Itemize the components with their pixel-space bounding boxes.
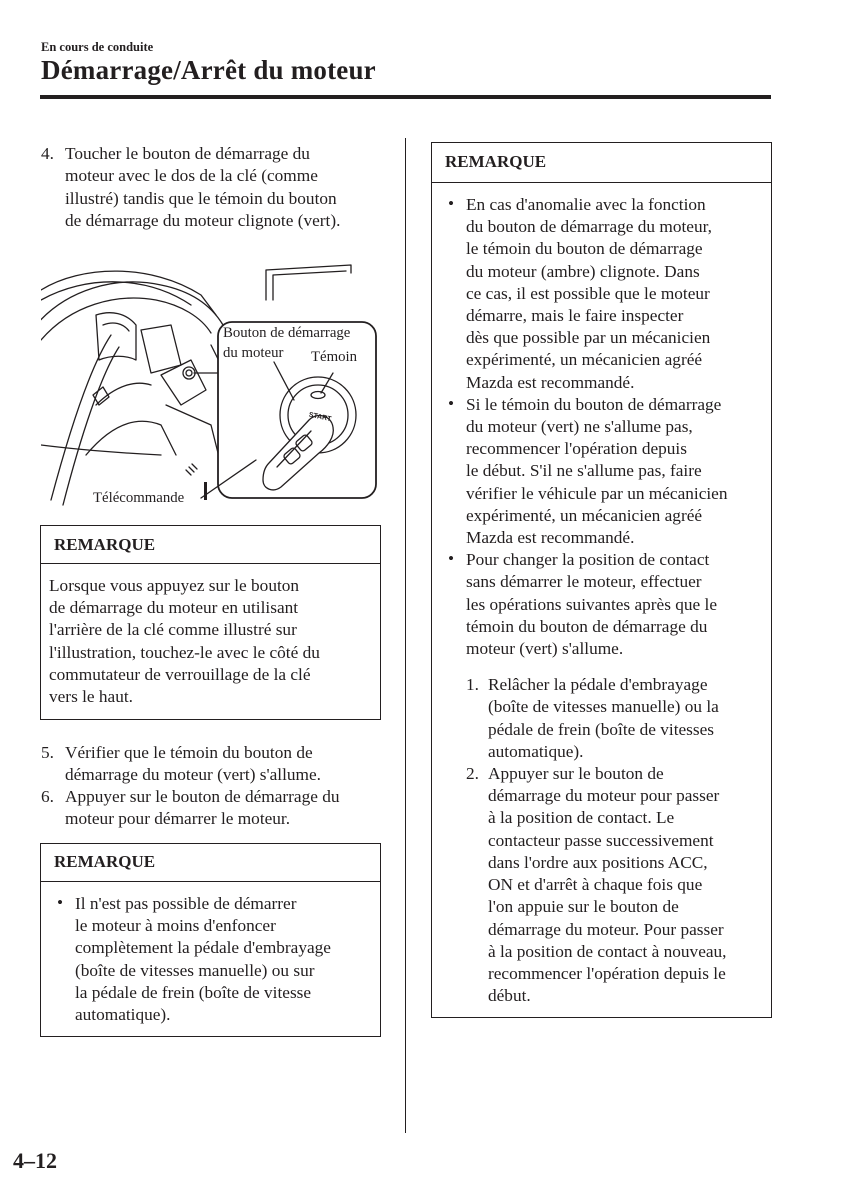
text-line: recommencer l'opération depuis: [466, 439, 687, 459]
section-label: En cours de conduite: [41, 40, 154, 54]
text-line: Relâcher la pédale d'embrayage: [488, 675, 708, 695]
text-line: ON et d'arrêt à chaque fois que: [488, 875, 703, 895]
text-line: vers le haut.: [49, 687, 133, 707]
text-line: le moteur à moins d'enfoncer: [75, 916, 276, 936]
text-line: Lorsque vous appuyez sur le bouton: [49, 576, 300, 595]
text-line: dès que possible par un mécanicien: [466, 328, 711, 348]
label-line: Bouton de démarrage: [223, 325, 351, 341]
step-5: [41, 742, 391, 787]
dashboard-drawing: [41, 255, 381, 515]
note-body: [57, 893, 377, 1026]
text-line: moteur avec le dos de la clé (comme: [65, 166, 318, 186]
spacer: [448, 660, 768, 674]
text-line: vérifier le véhicule par un mécanicien: [466, 483, 728, 503]
note-header: [41, 526, 380, 564]
text-line: automatique).: [75, 1005, 171, 1025]
text-line: Il n'est pas possible de démarrer: [75, 894, 297, 913]
bullet-dot: •: [57, 893, 64, 912]
note-box-pedal: [40, 843, 381, 1037]
text-line: contacteur passe successivement: [488, 830, 714, 850]
bullet-dot: •: [448, 393, 455, 413]
text-line: dans l'ordre aux positions ACC,: [488, 852, 708, 872]
note-header: [41, 844, 380, 882]
label-start-button-2: du moteur: [223, 345, 284, 361]
step-number: 6.: [41, 787, 54, 806]
bullet-item-anomaly: [448, 194, 768, 394]
column-divider: [405, 138, 406, 1133]
text-line: automatique).: [488, 741, 584, 761]
text-line: l'illustration, touchez-le avec le côté du: [49, 642, 320, 662]
text-line: ce cas, il est possible que le moteur: [466, 283, 710, 303]
text-line: expérimenté, un mécanicien agréé: [466, 350, 703, 370]
text-line: sans démarrer le moteur, effectuer: [466, 572, 702, 592]
text-line: pédale de frein (boîte de vitesses: [488, 719, 715, 739]
start-label: START: [308, 411, 332, 424]
start-button-illustration: [41, 255, 381, 515]
text-line: les opérations suivantes après que le: [466, 594, 717, 614]
sub-step-number: 2.: [466, 764, 479, 784]
text-line: le témoin du bouton de démarrage: [466, 239, 703, 259]
sub-step-number: 1.: [466, 675, 479, 695]
text-line: Pour changer la position de contact: [466, 550, 710, 570]
text-line: Mazda est recommandé.: [466, 528, 635, 548]
step-text: [65, 143, 340, 232]
text-line: démarre, mais le faire inspecter: [466, 306, 684, 326]
text-line: démarrage du moteur pour passer: [488, 786, 720, 806]
note-header-text: REMARQUE: [54, 852, 156, 871]
label-indicator: Témoin: [311, 349, 358, 365]
step-text: [65, 786, 340, 831]
text-line: démarrage du moteur. Pour passer: [488, 919, 724, 939]
text-line: En cas d'anomalie avec la fonction: [466, 195, 706, 214]
text-line: du moteur (ambre) clignote. Dans: [466, 261, 700, 281]
text-line: à la position de contact. Le: [488, 808, 675, 828]
header-rule: [40, 95, 771, 99]
text-line: Vérifier que le témoin du bouton de: [65, 743, 313, 762]
text-line: (boîte de vitesses manuelle) ou sur: [75, 960, 315, 980]
step-text: [65, 742, 321, 787]
text-line: du moteur (vert) ne s'allume pas,: [466, 417, 693, 437]
bullet-item-position: [448, 549, 768, 660]
bullet-dot: •: [448, 194, 455, 213]
note-header: [432, 143, 771, 183]
note-header-text: REMARQUE: [445, 152, 547, 171]
step-6: [41, 786, 391, 831]
note-body: [49, 575, 379, 708]
text-line: démarrage du moteur (vert) s'allume.: [65, 765, 321, 785]
text-line: Si le témoin du bouton de démarrage: [466, 394, 722, 414]
label-start-button: [223, 324, 350, 343]
text-line: de démarrage du moteur en utilisant: [49, 598, 299, 618]
text-line: témoin du bouton de démarrage du: [466, 616, 708, 636]
text-line: à la position de contact à nouveau,: [488, 941, 727, 961]
text-line: du bouton de démarrage du moteur,: [466, 217, 712, 237]
note-box-anomaly: [431, 142, 772, 1018]
text-line: recommencer l'opération depuis le: [488, 963, 726, 983]
sub-step-2: [466, 763, 768, 1007]
text-line: (boîte de vitesses manuelle) ou la: [488, 697, 719, 717]
text-line: de démarrage du moteur clignote (vert).: [65, 210, 341, 230]
page-number: 4–12: [13, 1148, 57, 1173]
bullet-item-not-lit: [448, 394, 768, 549]
label-remote: Télécommande: [93, 490, 185, 506]
text-line: moteur pour démarrer le moteur.: [65, 809, 291, 829]
text-line: l'on appuie sur le bouton de: [488, 897, 679, 917]
text-line: Appuyer sur le bouton de: [488, 764, 664, 784]
text-line: la pédale de frein (boîte de vitesse: [75, 982, 312, 1002]
bullet-item: [57, 893, 377, 1026]
note-box-key-usage: [40, 525, 381, 720]
bullet-dot: •: [448, 549, 455, 569]
note-body: [448, 194, 768, 1007]
text-line: Mazda est recommandé.: [466, 372, 635, 392]
text-line: expérimenté, un mécanicien agréé: [466, 505, 703, 525]
text-line: l'arrière de la clé comme illustré sur: [49, 620, 297, 640]
text-line: Toucher le bouton de démarrage du: [65, 144, 310, 163]
text-line: moteur (vert) s'allume.: [466, 639, 624, 659]
text-line: complètement la pédale d'embrayage: [75, 938, 331, 958]
step-number: 4.: [41, 144, 54, 163]
note-header-text: REMARQUE: [54, 535, 156, 554]
text-line: Appuyer sur le bouton de démarrage du: [65, 787, 340, 806]
text-line: début.: [488, 986, 531, 1006]
text-line: commutateur de verrouillage de la clé: [49, 664, 311, 684]
sub-step-1: [466, 674, 768, 763]
text-line: illustré) tandis que le témoin du bouton: [65, 188, 337, 208]
page-title: Démarrage/Arrêt du moteur: [41, 55, 376, 85]
text-line: le début. S'il ne s'allume pas, faire: [466, 461, 702, 481]
step-number: 5.: [41, 743, 54, 762]
